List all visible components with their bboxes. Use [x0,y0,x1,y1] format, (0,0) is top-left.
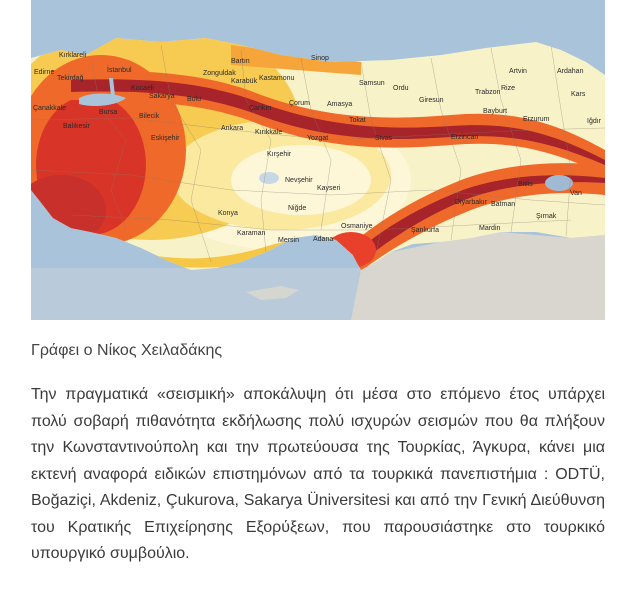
label-sinop: Sinop [311,55,329,62]
label-bolu: Bolu [187,96,202,103]
label-corum: Çorum [289,100,311,107]
label-karabuk: Karabük [231,78,258,85]
label-mersin: Mersin [278,237,300,244]
article-byline: Γράφει ο Νίκος Χειλαδάκης [31,342,223,359]
label-sirnak: Şırnak [536,213,557,220]
label-artvin: Artvin [509,68,527,75]
label-tokat: Tokat [349,117,366,124]
label-sanliurfa: Şanlıurfa [411,227,440,234]
label-canakkale: Çanakkale [33,105,67,112]
label-kirklareli: Kırklareli [59,52,87,59]
label-bayburt: Bayburt [483,108,508,115]
label-erzincan: Erzincan [451,134,479,141]
label-konya: Konya [218,210,238,217]
label-igdir: Iğdır [587,118,602,125]
label-tekirdag: Tekirdağ [57,75,84,82]
label-zonguldak: Zonguldak [203,70,236,77]
label-sakarya: Sakarya [149,93,175,100]
label-istanbul: İstanbul [107,67,132,74]
label-cankiri: Çankırı [249,105,272,112]
label-bursa: Bursa [99,109,118,116]
label-giresun: Giresun [419,97,444,104]
label-bartin: Bartın [231,58,250,65]
label-adana: Adana [313,236,334,243]
label-amasya: Amasya [327,101,353,108]
label-balikesir: Balıkesir [63,123,90,130]
label-trabzon: Trabzon [475,89,501,96]
label-bilecik: Bilecik [139,113,160,120]
label-erzurum: Erzurum [523,116,550,123]
label-van: Van [570,190,582,197]
label-kirsehir: Kırşehir [267,151,292,158]
label-ankara: Ankara [221,125,244,132]
label-ardahan: Ardahan [557,68,584,75]
label-kayseri: Kayseri [317,185,341,192]
label-nevsehir: Nevşehir [285,177,313,184]
label-mardin: Mardin [479,225,501,232]
seismic-map-svg [31,0,605,320]
label-rize: Rize [501,85,516,92]
label-edirne: Edirne [34,69,55,76]
label-diyarbakir: Diyarbakır [455,199,487,206]
label-kirikkale: Kırıkkale [255,129,283,136]
label-ordu: Ordu [393,85,409,92]
label-kars: Kars [571,91,586,98]
label-batman: Batman [491,201,516,208]
seismic-hazard-map [31,0,605,320]
label-kocaeli: Kocaeli [131,85,154,92]
label-eskisehir: Eskişehir [151,135,180,142]
label-osmaniye: Osmaniye [341,223,373,230]
label-sivas: Sivas [375,135,393,142]
label-samsun: Samsun [359,80,385,87]
label-karaman: Karaman [237,230,266,237]
label-nigde: Niğde [288,205,307,212]
label-yozgat: Yozgat [307,135,329,142]
label-kastamonu: Kastamonu [259,75,295,82]
article-body: Την πραγματικά «σεισμική» αποκάλυψη ότι μέσα στο επόμενο έτος υπάρχει πολύ σοβαρή πιθανότητα εκδήλωσης πολύ ισχυρών σεισμών που θα πλήξουν την Κωνσταντινούπολη και την πρωτεύουσα της Τουρκίας, Άγκυρα, κάνει μια εκτενή αναφορά ειδικών επιστημόνων από τα τουρκικά πανεπιστήμια : ODTÜ, Boğaziçi, Akdeniz, Çukurova, Sakarya Üniversitesi και από την Γενική Διεύθυνση του Κρατικής Επιχείρησης Εξορύξεων, που παρουσιάστηκε στο τουρκικό υπουργικό συμβούλιο. [31,386,605,562]
label-bitlis: Bitlis [518,181,533,188]
